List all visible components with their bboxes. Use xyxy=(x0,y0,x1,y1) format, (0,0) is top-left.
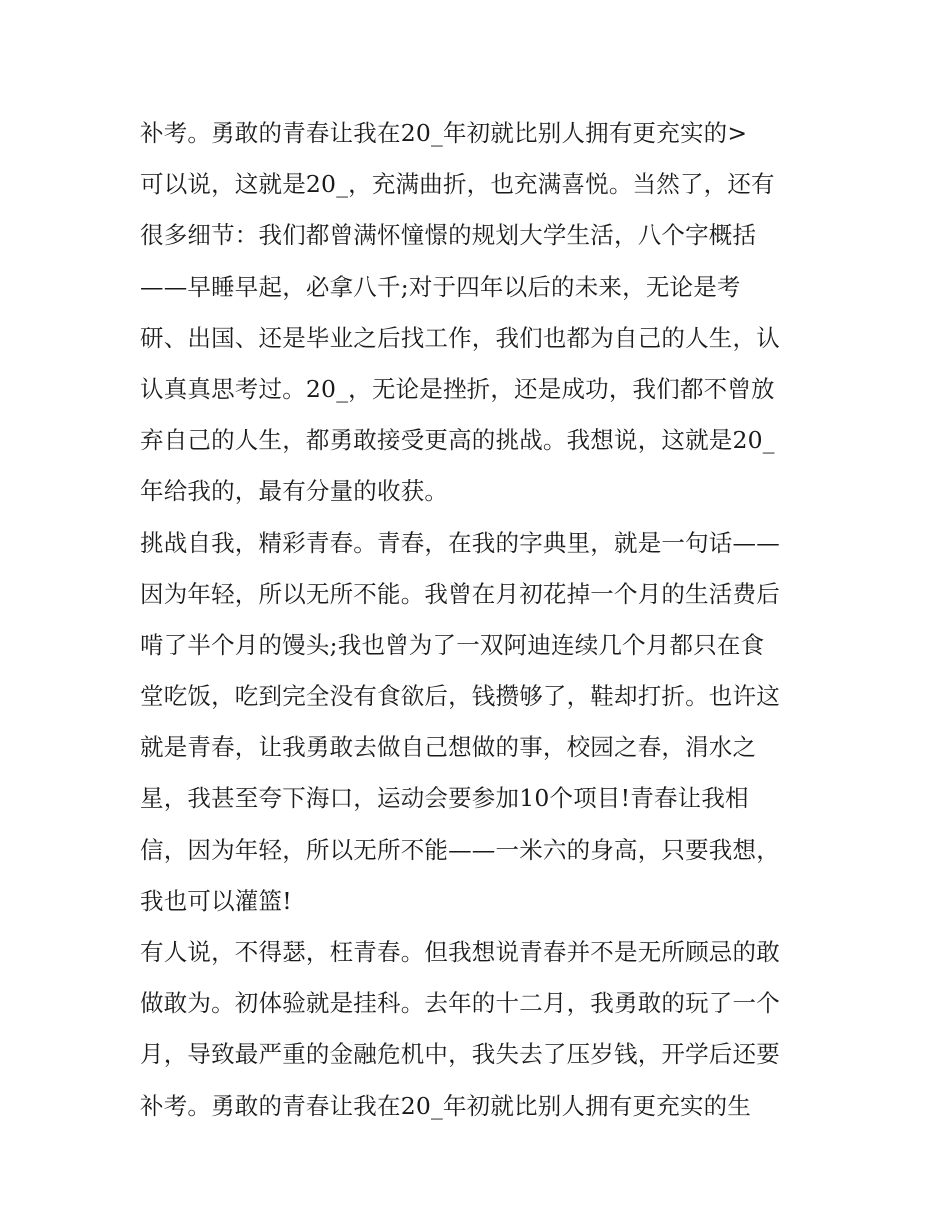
text-line: 有人说，不得瑟，枉青春。但我想说青春并不是无所顾忌的敢 xyxy=(140,938,780,966)
text-line: 可以说，这就是20_，充满曲折，也充满喜悦。当然了，还有 xyxy=(140,170,775,199)
text-line: 啃了半个月的馒头;我也曾为了一双阿迪连续几个月都只在食 xyxy=(140,630,765,659)
text-line: 月，导致最严重的金融危机中，我失去了压岁钱，开学后还要 xyxy=(140,1040,780,1069)
text-line: 堂吃饭，吃到完全没有食欲后，钱攒够了，鞋却打折。也许这 xyxy=(140,682,780,711)
text-line: 就是青春，让我勇敢去做自己想做的事，校园之春，涓水之 xyxy=(140,733,757,762)
text-line: 因为年轻，所以无所不能。我曾在月初花掉一个月的生活费后 xyxy=(140,579,780,608)
text-line: 认真真思考过。20_，无论是挫折，还是成功，我们都不曾放 xyxy=(140,374,775,403)
text-line: 弃自己的人生，都勇敢接受更高的挑战。我想说，这就是20_ xyxy=(140,426,775,455)
text-line: ——早睡早起，必拿八千;对于四年以后的未来，无论是考 xyxy=(140,272,741,301)
text-line: 星，我甚至夸下海口，运动会要参加10个项目!青春让我相 xyxy=(140,784,749,813)
text-line: 研、出国、还是毕业之后找工作，我们也都为自己的人生，认 xyxy=(140,323,780,352)
text-line: 信，因为年轻，所以无所不能——一米六的身高，只要我想， xyxy=(140,835,780,864)
text-line: 补考。勇敢的青春让我在20_年初就比别人拥有更充实的> xyxy=(140,119,748,147)
text-line: 挑战自我，精彩青春。青春，在我的字典里，就是一句话—— xyxy=(140,528,780,557)
paragraph-1 xyxy=(140,108,820,159)
text-line: 很多细节：我们都曾满怀憧憬的规划大学生活，八个字概括 xyxy=(140,221,757,250)
paragraph-4 xyxy=(140,927,820,1132)
text-line: 补考。勇敢的青春让我在20_年初就比别人拥有更充实的生 xyxy=(140,1091,752,1120)
text-line: 做敢为。初体验就是挂科。去年的十二月，我勇敢的玩了一个 xyxy=(140,989,780,1018)
text-line: 我也可以灌篮! xyxy=(140,886,292,915)
text-line: 年给我的，最有分量的收获。 xyxy=(140,477,449,506)
paragraph-2 xyxy=(140,159,820,517)
paragraph-3 xyxy=(140,518,820,928)
document-body xyxy=(140,108,820,1132)
